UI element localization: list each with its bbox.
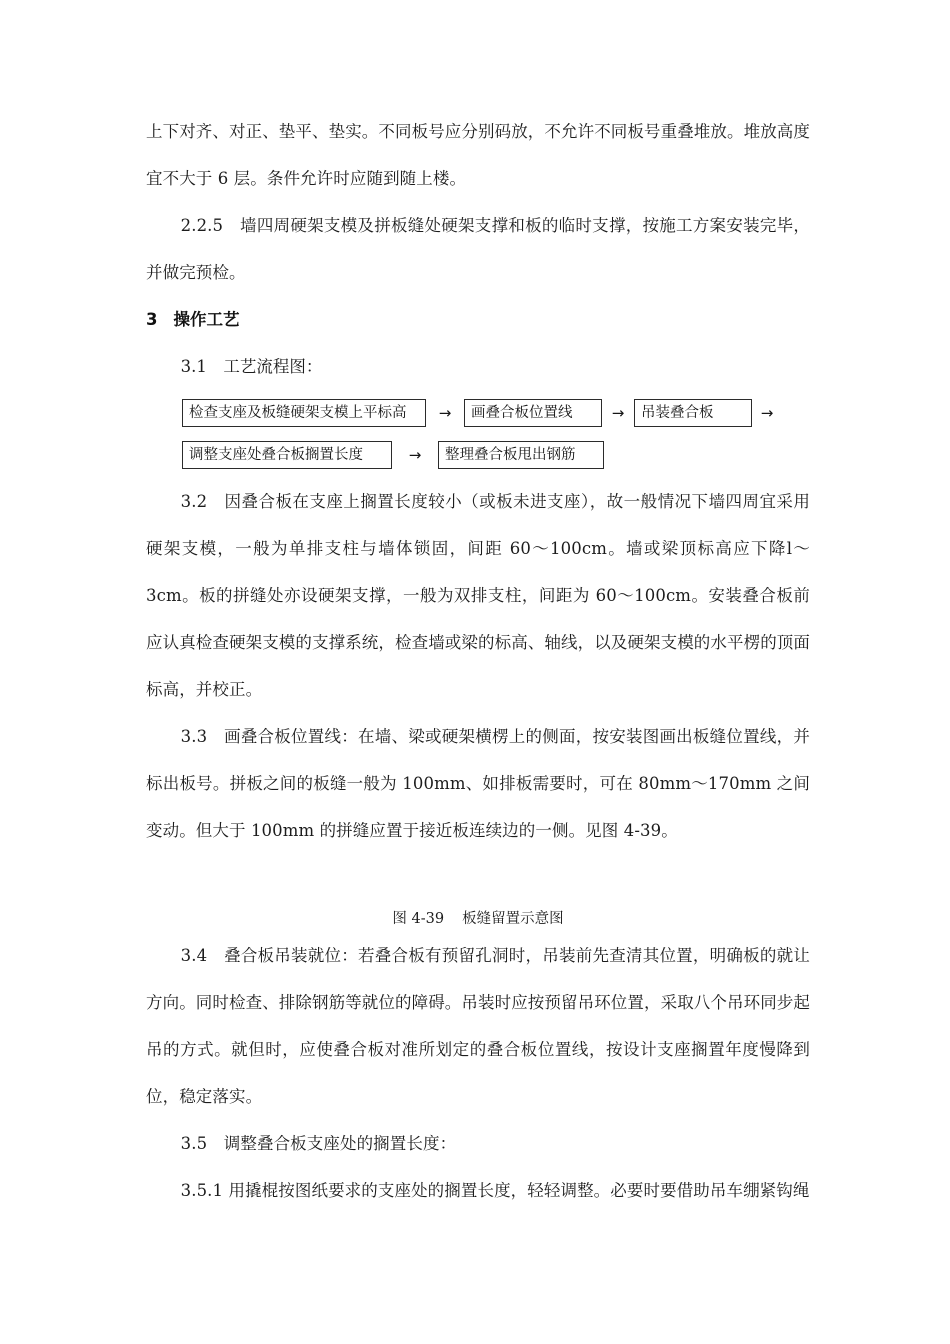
flow-box-check-support-elevation: 检查支座及板缝硬架支模上平标高	[182, 399, 426, 427]
flow-arrow-icon: →	[438, 404, 452, 422]
paragraph-2-2-4-continued: 上下对齐、对正、垫平、垫实。不同板号应分别码放，不允许不同板号重叠堆放。堆放高度宜不大于 6 层。条件允许时应随到随上楼。	[146, 122, 810, 188]
figure-4-39-caption	[146, 906, 810, 932]
document-content	[146, 108, 810, 1214]
flow-box-adjust-bearing-length: 调整支座处叠合板搁置长度	[182, 441, 392, 469]
section-heading-3	[146, 296, 810, 343]
figure-caption-text: 板缝留置示意图	[462, 911, 564, 927]
flow-arrow-icon: →	[760, 404, 774, 422]
flow-box-arrange-protruding-rebar: 整理叠合板甩出钢筋	[438, 441, 604, 469]
paragraph-3-5-1: 3.5.1 用撬棍按图纸要求的支座处的搁置长度，轻轻调整。必要时要借助吊车绷紧钩绳	[180, 1181, 810, 1200]
figure-4-39-block	[146, 854, 810, 932]
process-flow-chart	[146, 392, 810, 476]
paragraph-3-4: 3.4 叠合板吊装就位：若叠合板有预留孔洞时，吊装前先查清其位置，明确板的就让方向。同时检查、排除钢筋等就位的障碍。吊装时应按预留吊环位置，采取八个吊环同步起吊的方式。就但时，应使叠合板对准所划定的叠合板位置线，按设计支座搁置年度慢降到位，稳定落实。	[146, 946, 810, 1106]
paragraph-3-2: 3.2 因叠合板在支座上搁置长度较小（或板未进支座），故一般情况下墙四周宜采用硬架支模，一般为单排支柱与墙体锁固，间距 60～100cm。墙或梁顶标高应下降l～3cm。板的拼缝处亦设硬架支撑，一般为双排支柱，间距为 60～100cm。安装叠合板前应认真检查硬架支模的支撑系统，检查墙或梁的标高、轴线，以及硬架支模的水平楞的顶面标高，并校正。	[146, 492, 810, 699]
flow-arrow-icon: →	[408, 446, 422, 464]
flow-box-hoist-composite-slab: 吊装叠合板	[634, 399, 752, 427]
flow-chart-row-2	[182, 434, 810, 476]
paragraph-3-5: 3.5 调整叠合板支座处的搁置长度：	[180, 1134, 457, 1153]
paragraph-2-2-5: 2.2.5 墙四周硬架支模及拼板缝处硬架支撑和板的临时支撑，按施工方案安装完毕，并做完预检。	[146, 216, 810, 282]
flow-chart-row-1	[182, 392, 810, 434]
flow-arrow-icon: →	[611, 404, 625, 422]
section-heading-3-title: 操作工艺	[173, 310, 240, 329]
figure-caption-number: 图 4-39	[392, 911, 445, 927]
subsection-3-1-label: 3.1 工艺流程图：	[180, 357, 323, 376]
paragraph-3-3: 3.3 画叠合板位置线：在墙、梁或硬架横楞上的侧面，按安装图画出板缝位置线，并标出板号。拼板之间的板缝一般为 100mm、如排板需要时，可在 80mm～170mm 之间变动。但大于 100mm 的拼缝应置于接近板连续边的一侧。见图 4-39。	[146, 727, 810, 840]
section-heading-3-number: 3	[146, 310, 158, 329]
flow-box-draw-position-line: 画叠合板位置线	[464, 399, 602, 427]
